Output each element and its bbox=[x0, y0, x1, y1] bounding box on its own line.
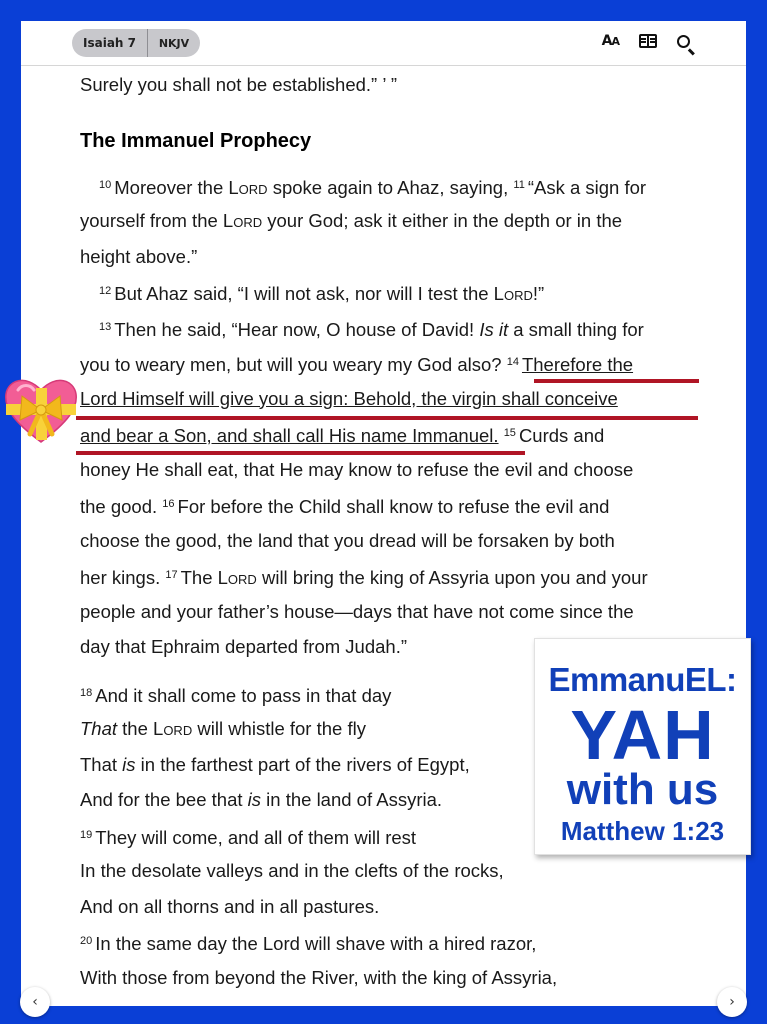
poetry-line: $^{20}$ In the same day the Lord will shave with a hired razor, bbox=[80, 933, 537, 954]
card-line-2: YAH bbox=[570, 696, 715, 774]
text-line: day that Ephraim departed from Judah.” bbox=[80, 636, 408, 657]
search-icon[interactable] bbox=[677, 35, 690, 48]
chevron-right-icon[interactable]: › bbox=[717, 987, 747, 1017]
text-line: and bear a Son, and shall call His name Immanuel. $^{15}$ Curds and bbox=[80, 425, 605, 446]
book-chapter-button[interactable]: Isaiah 7 bbox=[72, 29, 148, 57]
chevron-left-icon[interactable]: ‹ bbox=[20, 987, 50, 1017]
card-line-1: EmmanuEL: bbox=[548, 661, 737, 698]
verse-number[interactable]: 18 bbox=[80, 686, 93, 699]
text-line: honey He shall eat, that He may know to refuse the evil and choose bbox=[80, 458, 634, 480]
highlight-underline bbox=[534, 379, 699, 383]
poetry-line: With those from beyond the River, with the king of Assyria, bbox=[80, 966, 558, 988]
verse-number[interactable]: 11 bbox=[513, 178, 525, 191]
text-line: height above.” bbox=[80, 245, 198, 267]
verse-number[interactable]: 13 bbox=[99, 320, 112, 333]
text-line: $^{12}$ But Ahaz said, “I will not ask, nor will I test the Lord!” bbox=[99, 283, 545, 304]
card-line-3: with us bbox=[566, 765, 719, 814]
section-heading: The Immanuel Prophecy bbox=[80, 129, 312, 152]
text-size-icon[interactable]: AA bbox=[601, 33, 619, 49]
poetry-line: That is in the farthest part of the rivers of Egypt, bbox=[80, 753, 470, 775]
text-line: Surely you shall not be established.” ’ ” bbox=[80, 74, 398, 95]
chapter-text bbox=[80, 67, 720, 995]
emmanuel-graphic-card bbox=[534, 638, 751, 855]
poetry-line: And on all thorns and in all pastures. bbox=[80, 895, 380, 917]
highlight-underline bbox=[76, 416, 698, 420]
text-line: her kings. $^{17}$ The Lord will bring the king of Assyria upon you and your bbox=[80, 567, 648, 588]
passage-selector[interactable] bbox=[72, 29, 200, 57]
text-line bbox=[80, 381, 720, 417]
poetry-line: That the Lord will whistle for the fly bbox=[80, 718, 366, 739]
verse-number[interactable]: 20 bbox=[80, 935, 93, 947]
text-line: choose the good, the land that you dread will be forsaken by both bbox=[80, 529, 615, 551]
text-line: people and your father’s house—days that have not come since the bbox=[80, 600, 634, 622]
poetry-line: And for the bee that is in the land of Assyria. bbox=[80, 789, 443, 810]
text-line: you to weary men, but will you weary my God also? $^{14}$ Therefore the bbox=[80, 354, 634, 375]
underlined-text: and bear a Son, and shall call His name Immanuel. bbox=[80, 425, 499, 446]
text-line: $^{13}$ Then he said, “Hear now, O house of David! Is it a small thing for bbox=[99, 318, 644, 340]
top-toolbar bbox=[21, 21, 746, 66]
text-line: the good. $^{16}$ For before the Child shall know to refuse the evil and bbox=[80, 496, 610, 517]
verse-number[interactable]: 16 bbox=[162, 498, 175, 510]
underlined-text: Therefore the bbox=[521, 354, 634, 375]
highlight-underline bbox=[76, 451, 525, 455]
verse-number[interactable]: 17 bbox=[165, 569, 178, 581]
text-line: yourself from the Lord your God; ask it either in the depth or in the bbox=[80, 210, 623, 231]
verse-number[interactable]: 14 bbox=[506, 356, 519, 368]
underlined-text: Lord Himself will give you a sign: Behold, the virgin shall conceive bbox=[80, 387, 618, 409]
poetry-line: $^{18}$ And it shall come to pass in that day bbox=[80, 684, 392, 706]
heart-with-ribbon-icon bbox=[2, 374, 80, 446]
poetry-line: $^{19}$ They will come, and all of them will rest bbox=[80, 826, 417, 848]
verse-number[interactable]: 10 bbox=[99, 178, 112, 191]
reader-page bbox=[21, 21, 746, 1006]
version-button[interactable]: NKJV bbox=[158, 36, 190, 50]
card-line-4: Matthew 1:23 bbox=[560, 816, 725, 846]
text-line: $^{10}$ Moreover the Lord spoke again to Ahaz, saying, $^{11}$ “Ask a sign for bbox=[99, 176, 647, 198]
verse-number[interactable]: 15 bbox=[503, 427, 516, 439]
reader-mode-icon[interactable] bbox=[639, 34, 657, 48]
poetry-line: In the desolate valleys and in the clefts of the rocks, bbox=[80, 860, 504, 881]
verse-number[interactable]: 19 bbox=[80, 828, 93, 841]
verse-number[interactable]: 12 bbox=[99, 285, 112, 297]
